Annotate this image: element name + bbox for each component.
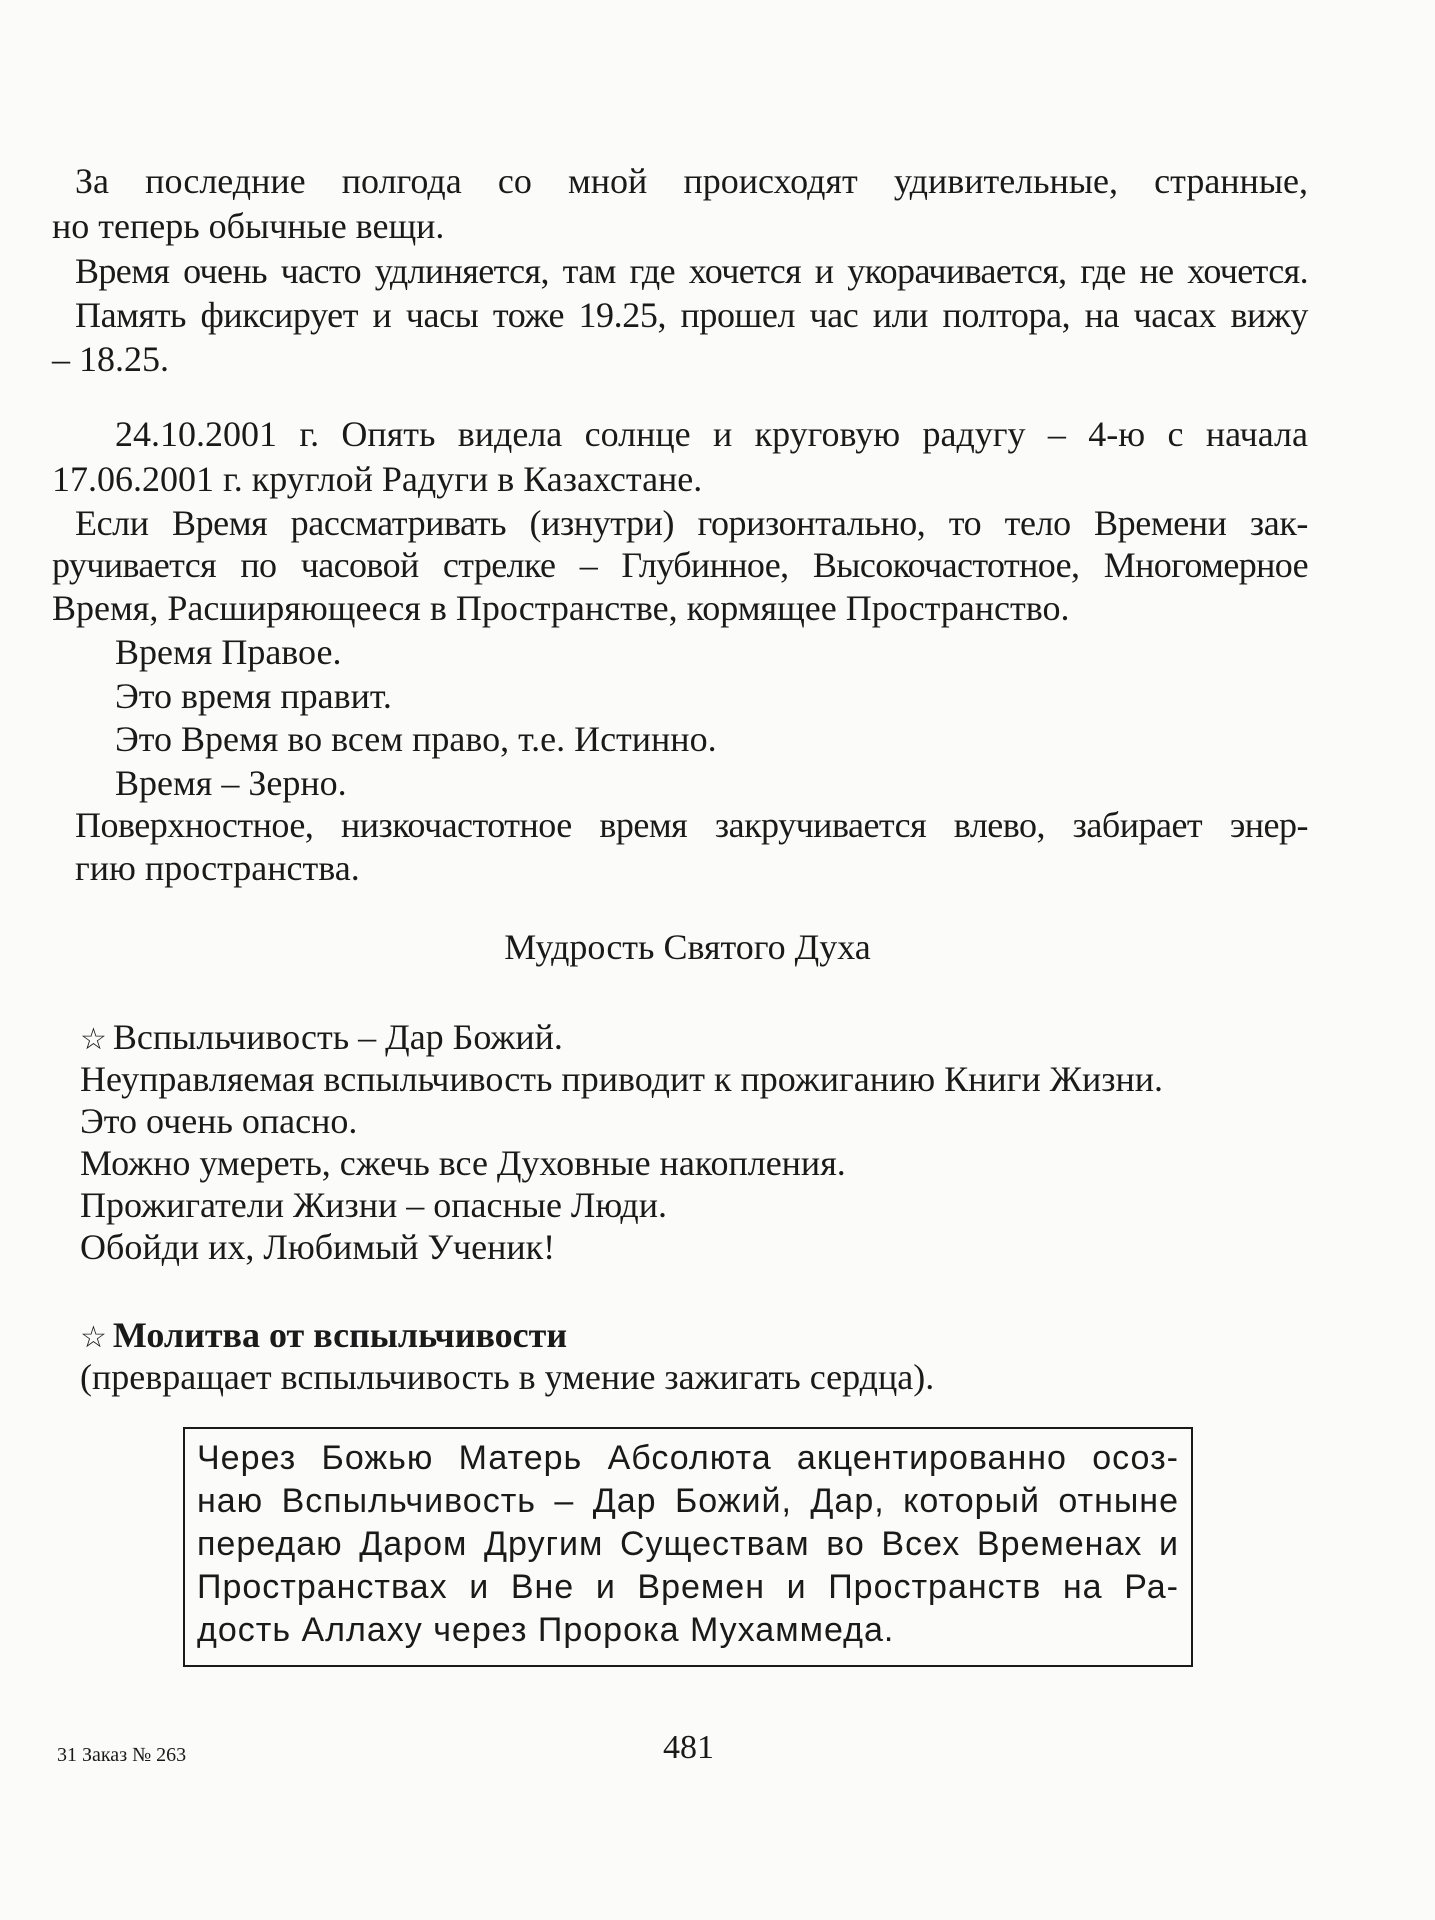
paragraph-line: За последние полгода со мной происходят удивительные, странные, bbox=[75, 161, 1308, 201]
prayer-line: наю Вспыльчивость – Дар Божий, Дар, который отныне bbox=[197, 1482, 1179, 1520]
prayer-line: передаю Даром Другим Существам во Всех Временах и bbox=[197, 1525, 1179, 1563]
wisdom-line: Неуправляемая вспыльчивость приводит к прожиганию Книги Жизни. bbox=[80, 1059, 1164, 1099]
paragraph-line: Время, Расширяющееся в Пространстве, кормящее Пространство. bbox=[52, 588, 1070, 628]
wisdom-line: Прожигатели Жизни – опасные Люди. bbox=[80, 1185, 667, 1225]
paragraph-line: Если Время рассматривать (изнутри) горизонтально, то тело Времени зак- bbox=[75, 503, 1308, 543]
paragraph-line: 17.06.2001 г. круглой Радуги в Казахстане. bbox=[52, 459, 703, 499]
prayer-subtitle: (превращает вспыльчивость в умение зажигать сердца). bbox=[80, 1357, 935, 1397]
paragraph-line: гию пространства. bbox=[75, 848, 360, 888]
time-line: Это Время во всем право, т.е. Истинно. bbox=[115, 719, 717, 759]
paragraph-line: Время очень часто удлиняется, там где хочется и укорачивается, где не хочется. bbox=[75, 251, 1308, 291]
paragraph-line: ручивается по часовой стрелке – Глубинное, Высокочастотное, Многомерное bbox=[52, 545, 1308, 585]
star-icon: ☆ bbox=[80, 1022, 107, 1057]
wisdom-text: Вспыльчивость – Дар Божий. bbox=[112, 1017, 563, 1057]
paragraph-line: но теперь обычные вещи. bbox=[52, 206, 445, 246]
prayer-title bbox=[80, 1314, 567, 1359]
prayer-line: дость Аллаху через Пророка Мухаммеда. bbox=[197, 1611, 895, 1649]
wisdom-line: Можно умереть, сжечь все Духовные накопления. bbox=[80, 1143, 846, 1183]
paragraph-line: Поверхностное, низкочастотное время закручивается влево, забирает энер- bbox=[75, 805, 1308, 845]
prayer-title-text: Молитва от вспыльчивости bbox=[112, 1315, 568, 1355]
prayer-box bbox=[183, 1427, 1193, 1667]
paragraph-line: – 18.25. bbox=[52, 339, 169, 379]
star-icon: ☆ bbox=[80, 1320, 107, 1355]
wisdom-line bbox=[80, 1016, 563, 1061]
prayer-line: Пространствах и Вне и Времен и Пространств на Ра- bbox=[197, 1568, 1179, 1606]
page-number: 481 bbox=[663, 1729, 714, 1766]
section-title: Мудрость Святого Духа bbox=[504, 927, 871, 967]
time-line: Время Правое. bbox=[115, 632, 342, 672]
time-line: Это время правит. bbox=[115, 676, 392, 716]
order-number: 31 Заказ № 263 bbox=[57, 1744, 187, 1766]
paragraph-line: 24.10.2001 г. Опять видела солнце и круговую радугу – 4-ю с начала bbox=[115, 414, 1308, 454]
wisdom-line: Обойди их, Любимый Ученик! bbox=[80, 1227, 556, 1267]
time-line: Время – Зерно. bbox=[115, 763, 347, 803]
paragraph-line: Память фиксирует и часы тоже 19.25, прошел час или полтора, на часах вижу bbox=[75, 295, 1308, 335]
prayer-line: Через Божью Матерь Абсолюта акцентированно осоз- bbox=[197, 1439, 1179, 1477]
wisdom-line: Это очень опасно. bbox=[80, 1101, 358, 1141]
